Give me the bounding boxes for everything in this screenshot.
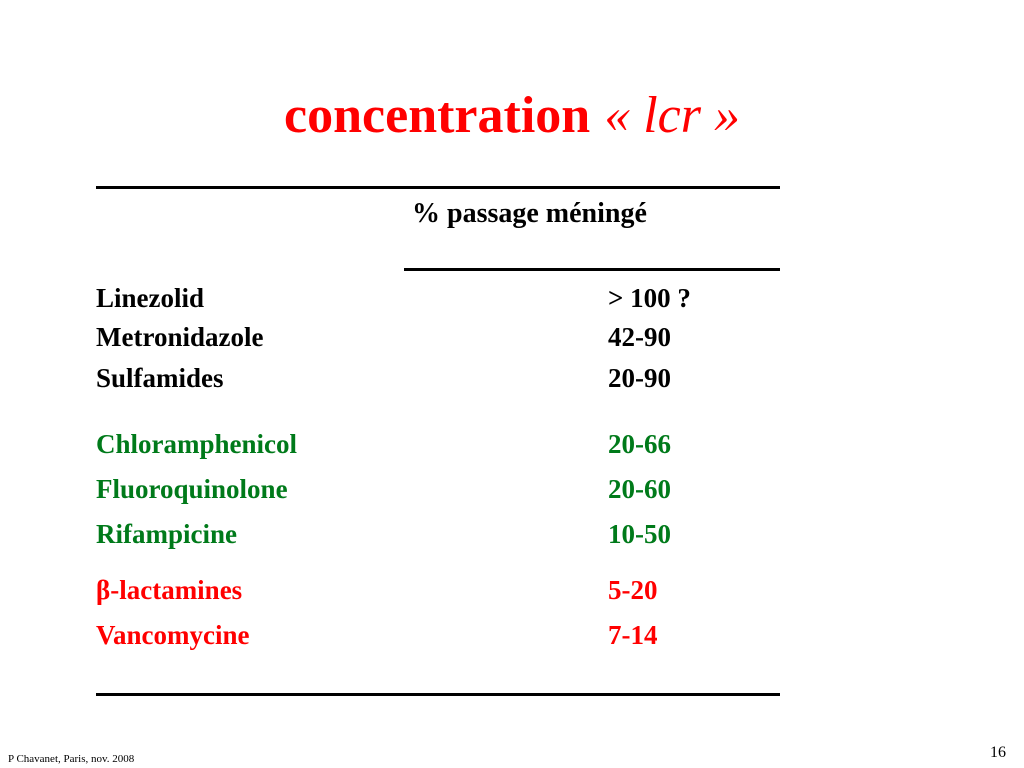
passage-value: 7-14: [608, 620, 658, 650]
table-row: [0, 617, 1024, 653]
passage-value: > 100 ?: [608, 283, 691, 313]
drug-name: Sulfamides: [96, 363, 224, 393]
column-header-rule: [404, 268, 780, 271]
drug-name: Chloramphenicol: [96, 429, 298, 459]
slide-title-main: concentration: [284, 87, 591, 144]
slide-title: [0, 85, 1024, 147]
table-row: [0, 471, 1024, 507]
table-bottom-rule: [96, 693, 780, 696]
table-row: [0, 426, 1024, 462]
drug-name: Metronidazole: [96, 322, 264, 352]
table-row: [0, 516, 1024, 552]
drug-name: Fluoroquinolone: [96, 474, 288, 504]
drug-name: Vancomycine: [96, 620, 250, 650]
table-row: [0, 280, 1024, 316]
slide-title-subtitle: « lcr »: [604, 87, 740, 144]
page-number: 16: [990, 744, 1006, 761]
drug-name: Rifampicine: [96, 519, 237, 549]
table-row: [0, 572, 1024, 608]
passage-value: 20-90: [608, 363, 671, 393]
drug-name: Linezolid: [96, 283, 205, 313]
column-header: % passage méningé: [412, 198, 647, 229]
passage-value: 10-50: [608, 519, 671, 549]
table-top-rule: [96, 186, 780, 189]
passage-value: 20-60: [608, 474, 671, 504]
footer-credit: P Chavanet, Paris, nov. 2008: [8, 753, 135, 765]
passage-value: 42-90: [608, 322, 671, 352]
table-row: [0, 360, 1024, 396]
passage-value: 5-20: [608, 575, 658, 605]
passage-value: 20-66: [608, 429, 671, 459]
drug-name: β-lactamines: [96, 575, 243, 605]
table-row: [0, 319, 1024, 355]
